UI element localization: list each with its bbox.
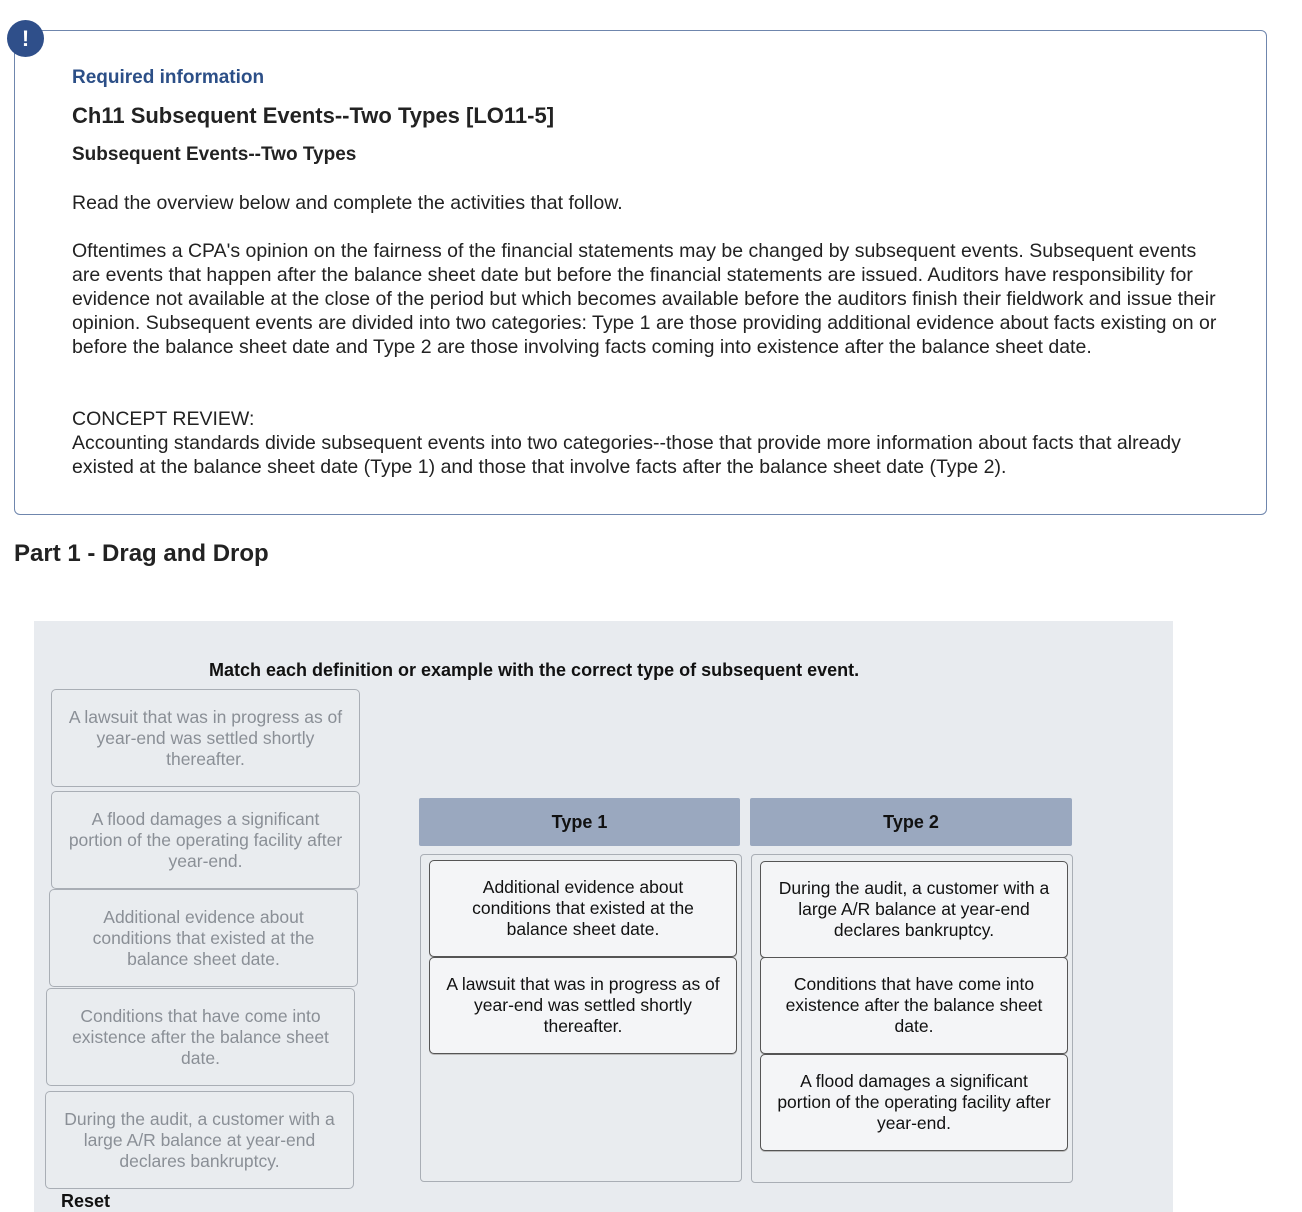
chapter-title: Ch11 Subsequent Events--Two Types [LO11-5] xyxy=(72,103,555,128)
placed-item[interactable]: Additional evidence about conditions that existed at the balance sheet date. xyxy=(429,860,737,957)
concept-review xyxy=(72,407,1222,479)
placed-item[interactable]: Conditions that have come into existence after the balance sheet date. xyxy=(760,957,1068,1054)
intro-text: Read the overview below and complete the activities that follow. xyxy=(72,192,623,214)
overview-text: Oftentimes a CPA's opinion on the fairness of the financial statements may be changed by subsequent events. Subsequent events are events that happen after the balance sheet date but before the financial statements are issued. Auditors have responsibility for evidence not available at the close of the period but which becomes available before the auditors finish their fieldwork and issue their opinion. Subsequent events are divided into two categories: Type 1 are those providing additional evidence about facts existing on or before the balance sheet date and Type 2 are those involving facts coming into existence after the balance sheet date. xyxy=(72,240,1217,358)
concept-review-text: Accounting standards divide subsequent events into two categories--those that provide more information about facts that already existed at the balance sheet date (Type 1) and those that involve facts after the balance sheet date (Type 2). xyxy=(72,432,1181,478)
placed-item[interactable]: During the audit, a customer with a large A/R balance at year-end declares bankruptcy. xyxy=(760,861,1068,958)
source-item[interactable]: Conditions that have come into existence after the balance sheet date. xyxy=(46,988,355,1086)
required-information-panel xyxy=(14,30,1267,515)
section-subtitle: Subsequent Events--Two Types xyxy=(72,144,357,165)
placed-item[interactable]: A lawsuit that was in progress as of year-end was settled shortly thereafter. xyxy=(429,957,737,1054)
required-information-label: Required information xyxy=(72,67,265,88)
concept-review-label: CONCEPT REVIEW: xyxy=(72,408,255,430)
source-item[interactable]: During the audit, a customer with a large A/R balance at year-end declares bankruptcy. xyxy=(45,1091,354,1189)
column-header-type-2: Type 2 xyxy=(750,798,1072,846)
part-heading: Part 1 - Drag and Drop xyxy=(14,540,269,567)
placed-item[interactable]: A flood damages a significant portion of the operating facility after year-end. xyxy=(760,1054,1068,1151)
source-item[interactable]: A lawsuit that was in progress as of year-end was settled shortly thereafter. xyxy=(51,689,360,787)
drag-drop-activity xyxy=(34,621,1173,1212)
drop-zone-type-2[interactable] xyxy=(751,854,1073,1183)
activity-instruction: Match each definition or example with the correct type of subsequent event. xyxy=(209,660,860,680)
reset-button[interactable]: Reset xyxy=(61,1191,111,1211)
source-item[interactable]: Additional evidence about conditions that existed at the balance sheet date. xyxy=(49,889,358,987)
drop-zone-type-1[interactable] xyxy=(420,854,742,1182)
alert-icon: ! xyxy=(7,20,44,57)
column-header-type-1: Type 1 xyxy=(419,798,740,846)
source-item[interactable]: A flood damages a significant portion of the operating facility after year-end. xyxy=(51,791,360,889)
